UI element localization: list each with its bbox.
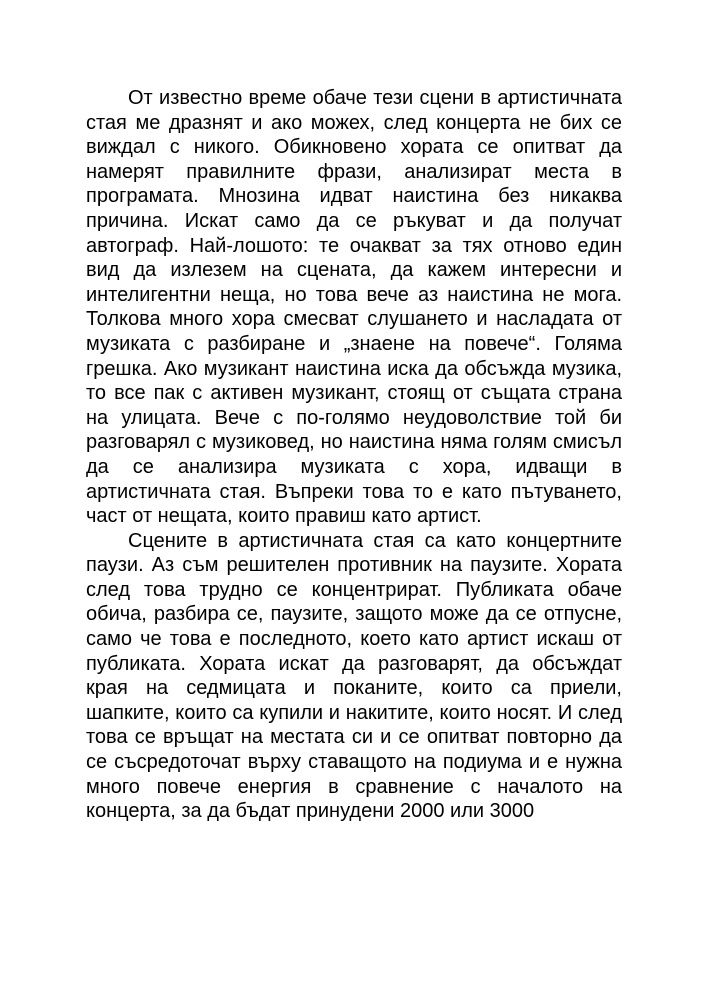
document-page xyxy=(86,86,622,824)
paragraph: Сцените в артистичната стая са като концертните паузи. Аз съм решителен противник на паузите. Хората след това трудно се концентрират. Публиката обаче обича, разбира се, паузите, защото може да се отпусне, само че това е последното, което като артист искаш от публиката. Хората искат да разговарят, да обсъждат края на седмицата и поканите, които са приели, шапките, които са купили и накитите, които носят. И след това се връщат на местата си и се опитват повторно да се съсредоточат върху ставащото на подиума и е нужна много повече енергия в сравнение с началото на концерта, за да бъдат принудени 2000 или 3000 xyxy=(86,529,622,823)
paragraph: От известно време обаче тези сцени в артистичната стая ме дразнят и ако можех, след концерта не бих се виждал с никого. Обикновено хората се опитват да намерят правилните фрази, анализират места в програмата. Мнозина идват наистина без никаква причина. Искат само да се ръкуват и да получат автограф. Най-лошото: те очакват за тях отново един вид да излезем на сцената, да кажем интересни и интелигентни неща, но това вече аз наистина не мога. Толкова много хора смесват слушането и насладата от музиката с разбиране и „знаене на повече“. Голяма грешка. Ако музикант наистина иска да обсъжда музика, то все пак с активен музикант, стоящ от същата страна на улицата. Вече с по-голямо неудоволствие той би разговарял с музиковед, но наистина няма голям смисъл да се анализира музиката с хора, идващи в артистичната стая. Въпреки това то е като пътуването, част от нещата, които правиш като артист. xyxy=(86,87,622,528)
